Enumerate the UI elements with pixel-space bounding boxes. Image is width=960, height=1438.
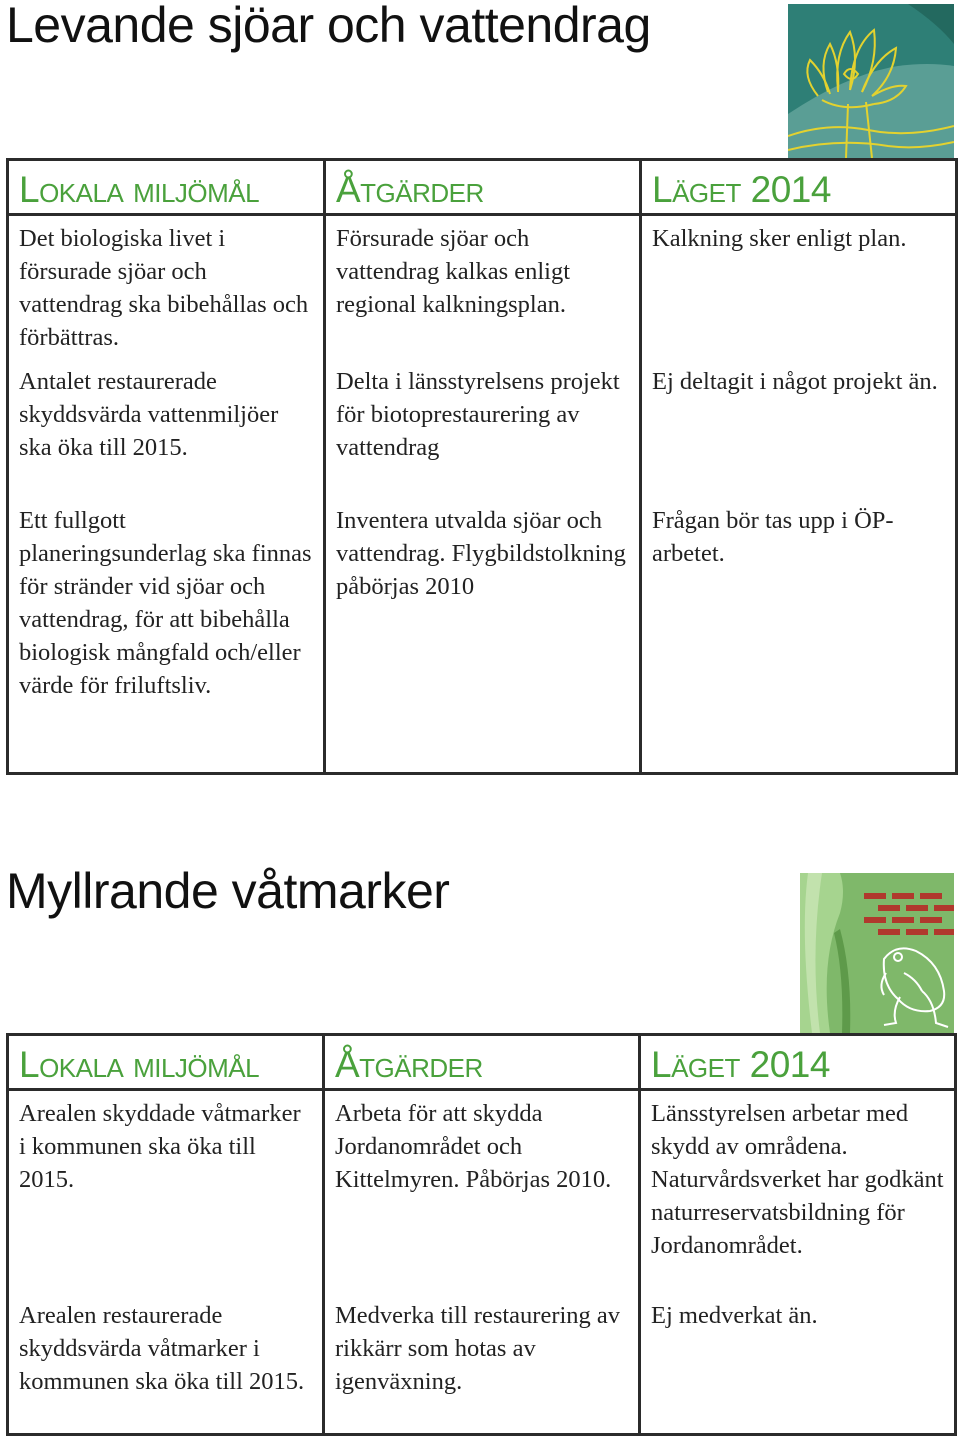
header-actions: Åtgärder [324,1035,640,1090]
status-cell: Ej deltagit i något projekt än. [641,361,957,500]
status-cell: Frågan bör tas upp i ÖP-arbetet. [641,500,957,774]
status-cell: Länsstyrelsen arbetar med skydd av områdena. Naturvårdsverket har godkänt naturreservatsbildning för Jordanområdet. [640,1090,956,1295]
goal-cell: Det biologiska livet i försurade sjöar och vattendrag ska bibehållas och förbättras. [8,215,325,361]
header-actions: Åtgärder [325,160,641,215]
action-cell: Medverka till restaurering av rikkärr som hotas av igenväxning. [324,1295,640,1435]
water-lily-icon [788,4,954,158]
section-title-wetlands: Myllrande våtmarker [6,863,450,919]
wetlands-goals-table [6,1033,957,1436]
header-status: Läget 2014 [640,1035,956,1090]
goal-cell: Ett fullgott planeringsunderlag ska finnas för stränder vid sjöar och vattendrag, för att bibehålla biologisk mångfald och/eller värde för friluftsliv. [8,500,325,774]
table-row [8,500,957,774]
table-row [8,361,957,500]
goal-cell: Antalet restaurerade skyddsvärda vattenmiljöer ska öka till 2015. [8,361,325,500]
status-cell: Ej medverkat än. [640,1295,956,1435]
table-row [8,1090,956,1295]
header-local-goals: Lokala miljömål [8,1035,324,1090]
lakes-goals-table [6,158,958,775]
goal-cell: Arealen skyddade våtmarker i kommunen ska öka till 2015. [8,1090,324,1295]
action-cell: Inventera utvalda sjöar och vattendrag. Flygbildstolkning påbörjas 2010 [325,500,641,774]
action-cell: Arbeta för att skydda Jordanområdet och Kittelmyren. Påbörjas 2010. [324,1090,640,1295]
action-cell: Delta i länsstyrelsens projekt för biotoprestaurering av vattendrag [325,361,641,500]
frog-icon [800,873,954,1033]
table-row [8,1295,956,1435]
section-title-lakes: Levande sjöar och vattendrag [6,0,651,53]
status-cell: Kalkning sker enligt plan. [641,215,957,361]
header-local-goals: Lokala miljömål [8,160,325,215]
header-status: Läget 2014 [641,160,957,215]
action-cell: Försurade sjöar och vattendrag kalkas enligt regional kalkningsplan. [325,215,641,361]
goal-cell: Arealen restaurerade skyddsvärda våtmarker i kommunen ska öka till 2015. [8,1295,324,1435]
table-row [8,215,957,361]
